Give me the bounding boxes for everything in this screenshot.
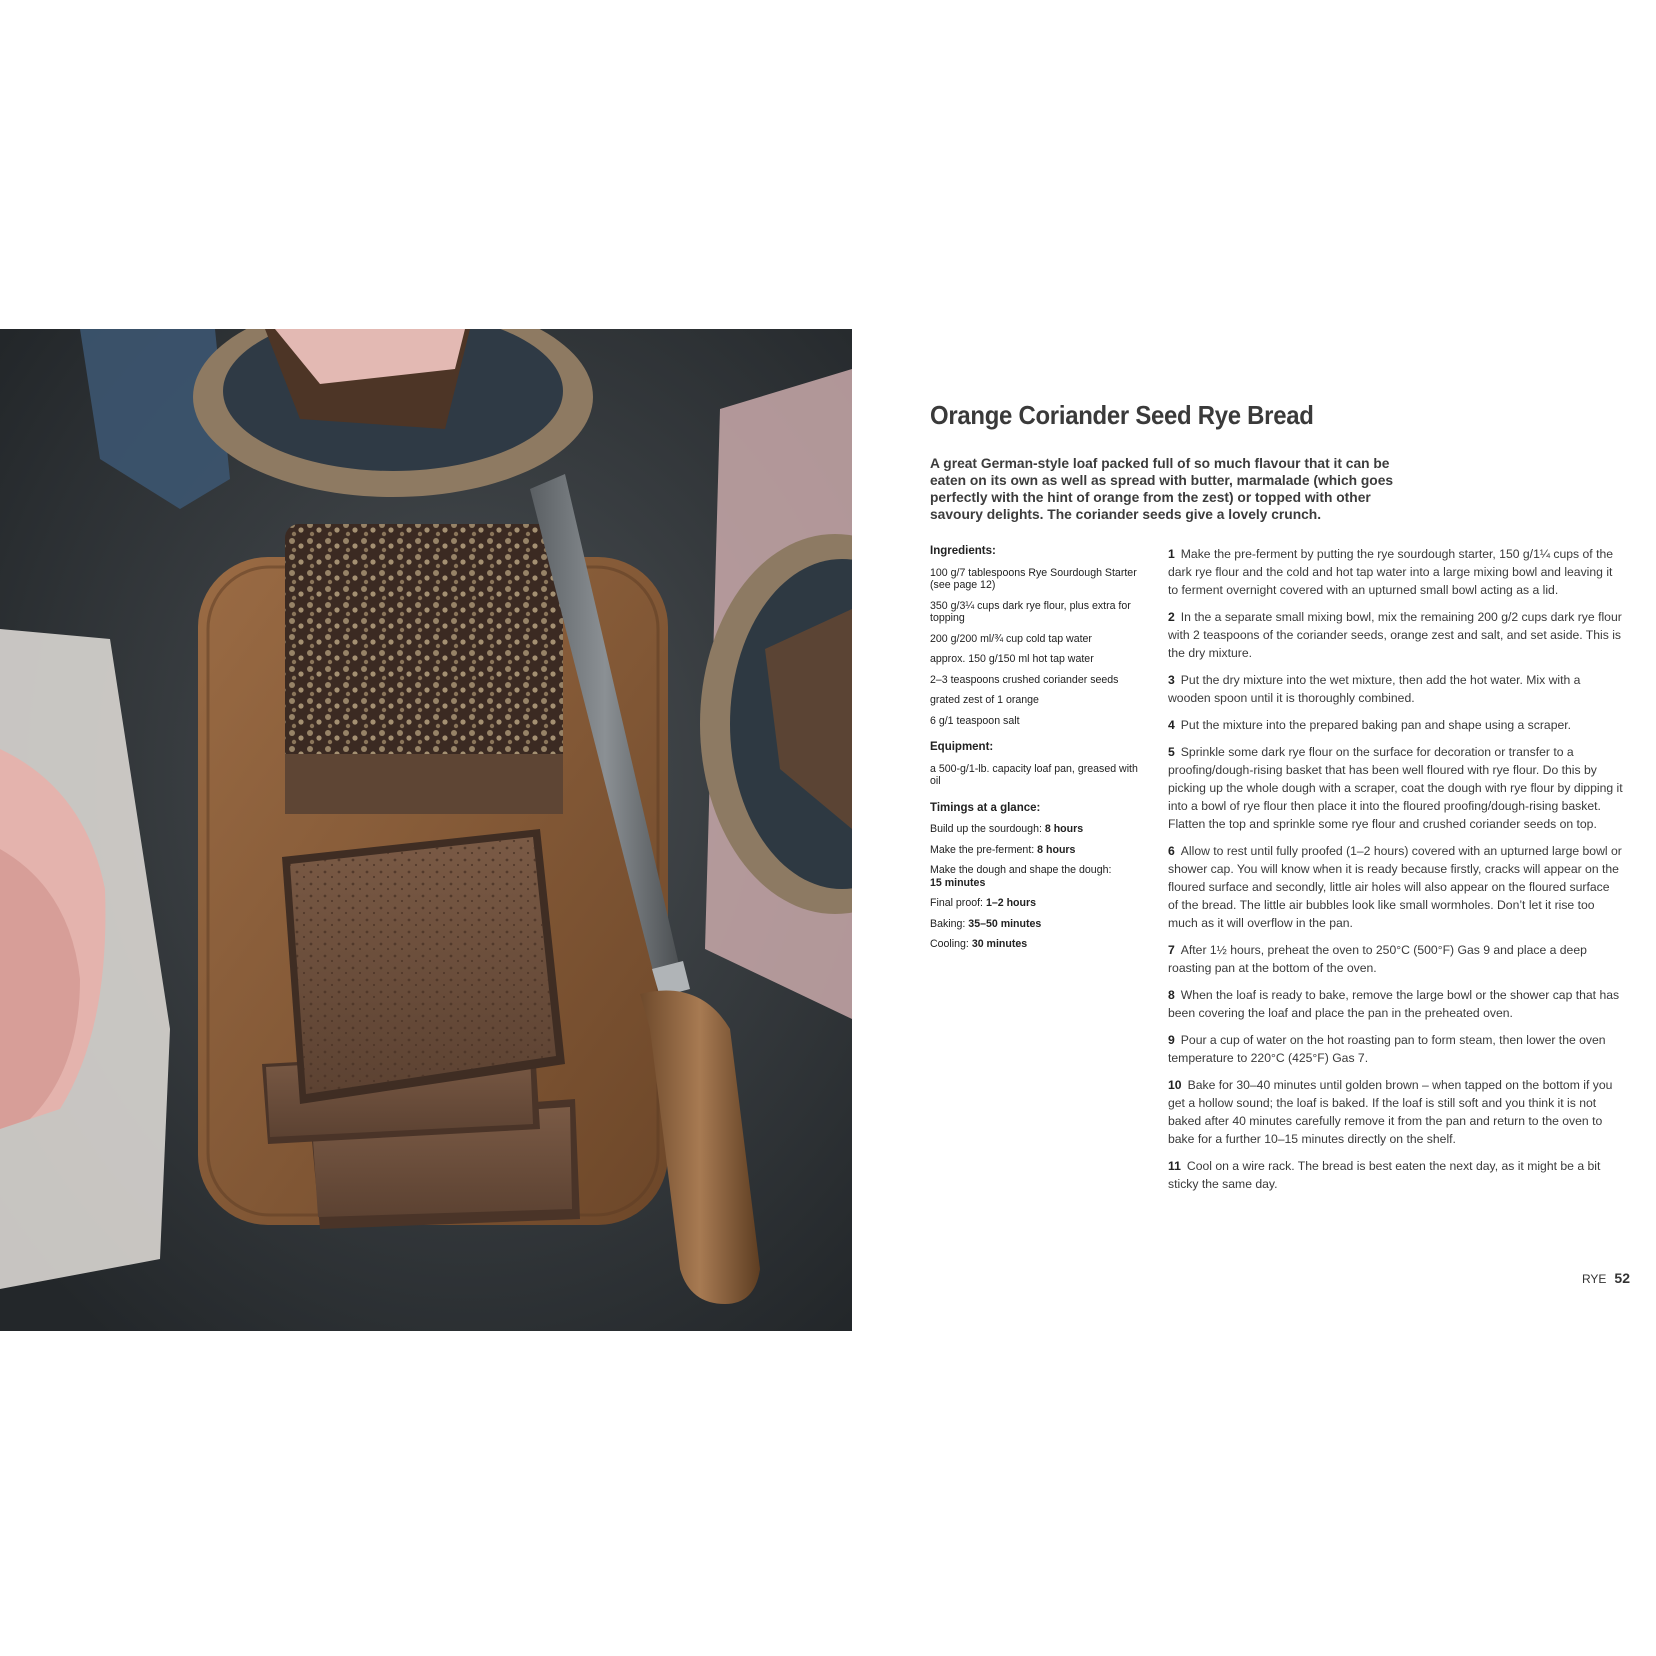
- step-number: 9: [1168, 1033, 1175, 1047]
- timing-item: [930, 864, 1145, 889]
- ingredient-item: 100 g/7 tablespoons Rye Sourdough Starter (see page 12): [930, 566, 1137, 591]
- step-text: Put the mixture into the prepared baking pan and shape using a scraper.: [1180, 718, 1572, 732]
- step-text: In the a separate small mixing bowl, mix the remaining 200 g/2 cups dark rye flour with 2 teaspoons of the coriander seeds, orange zest and salt, and set aside. This is the dry mixture.: [1168, 610, 1622, 660]
- ingredient-item: 200 g/200 ml/¾ cup cold tap water: [930, 632, 1092, 645]
- timing-item: [930, 823, 1145, 836]
- step-number: 10: [1168, 1078, 1182, 1092]
- equipment-heading: Equipment:: [930, 741, 994, 753]
- ingredient-item: 6 g/1 teaspoon salt: [930, 714, 1020, 727]
- timing-label: Make the dough and shape the dough:: [930, 864, 1112, 876]
- method-step: [1168, 743, 1623, 833]
- step-text: Allow to rest until fully proofed (1–2 hours) covered with an upturned large bowl or shower cap. You will know when it is ready because firstly, cracks will appear on the floured surface and secondly, little air holes will also appear on the floured surface of the bread. The little air bubbles look like small wormholes. Don’t let it rise too much as it will overflow in the pan.: [1168, 844, 1622, 930]
- timing-value: 1–2 hours: [985, 897, 1036, 909]
- timings-list: [930, 823, 1145, 951]
- timing-item: [930, 844, 1145, 857]
- ingredients-column: [930, 545, 1145, 959]
- step-number: 8: [1168, 988, 1175, 1002]
- timing-item: [930, 938, 1145, 951]
- method-step: [1168, 941, 1623, 977]
- timing-value: 30 minutes: [971, 938, 1028, 950]
- page-number: 52: [1614, 1270, 1630, 1286]
- ingredient-item: 2–3 teaspoons crushed coriander seeds: [930, 673, 1119, 686]
- timing-label: Cooling:: [930, 938, 969, 950]
- step-number: 4: [1168, 718, 1175, 732]
- method-step: [1168, 545, 1623, 599]
- timing-value: 8 hours: [1037, 843, 1076, 856]
- timing-item: [930, 897, 1145, 910]
- step-text: When the loaf is ready to bake, remove the large bowl or the shower cap that has been covering the loaf and place the pan in the preheated oven.: [1168, 988, 1620, 1020]
- step-number: 6: [1168, 844, 1175, 858]
- method-step: [1168, 1076, 1623, 1148]
- step-number: 5: [1168, 745, 1175, 759]
- step-text: Make the pre-ferment by putting the rye sourdough starter, 150 g/1¼ cups of the dark rye flour and the cold and hot tap water into a large mixing bowl and leaving it to ferment overnight covered with an upturned small bowl acting as a lid.: [1168, 547, 1614, 597]
- food-photo: [0, 329, 852, 1331]
- timing-label: Baking:: [930, 917, 966, 930]
- method-step: [1168, 608, 1623, 662]
- step-text: Bake for 30–40 minutes until golden brown – when tapped on the bottom if you get a hollow sound; the loaf is baked. If the loaf is still soft and you think it is not baked after 40 minutes carefully remove it from the pan and return to the oven to bake for a further 10–15 minutes directly on the shelf.: [1168, 1078, 1613, 1146]
- ingredient-item: grated zest of 1 orange: [930, 694, 1039, 706]
- step-text: After 1½ hours, preheat the oven to 250°C (500°F) Gas 9 and place a deep roasting pan at the bottom of the oven.: [1168, 943, 1587, 975]
- timing-label: Final proof:: [930, 897, 983, 909]
- rye-bread-photo-illustration: [0, 329, 852, 1331]
- ingredients-list: [930, 567, 1145, 728]
- timing-label: Build up the sourdough:: [930, 823, 1042, 835]
- method-step: [1168, 1157, 1623, 1193]
- step-number: 3: [1168, 673, 1175, 687]
- step-text: Sprinkle some dark rye flour on the surface for decoration or transfer to a proofing/dough-rising basket that has been well floured with rye flour. Do this by picking up the whole dough with a scraper, coat the dough with rye flour by dipping it into a bowl of rye flour then place it into the floured proofing/dough-rising basket. Flatten the top and sprinkle some rye flour and crushed coriander seeds on top.: [1168, 745, 1623, 831]
- method-step: [1168, 1031, 1623, 1067]
- method-step: [1168, 842, 1623, 932]
- method-step: [1168, 671, 1623, 707]
- step-text: Put the dry mixture into the wet mixture, then add the hot water. Mix with a wooden spoon until it is thoroughly combined.: [1168, 673, 1581, 705]
- page-folio: [1582, 1270, 1630, 1286]
- equipment-item: a 500-g/1-lb. capacity loaf pan, greased with oil: [930, 762, 1138, 787]
- step-number: 7: [1168, 943, 1175, 957]
- recipe-intro: A great German-style loaf packed full of so much flavour that it can be eaten on its own as well as spread with butter, marmalade (which goes perfectly with the hint of orange from the zest) or topped with other savoury delights. The coriander seeds give a lovely crunch.: [930, 456, 1394, 522]
- method-step: [1168, 986, 1623, 1022]
- step-number: 11: [1168, 1159, 1181, 1173]
- step-number: 1: [1168, 547, 1175, 561]
- method-step: [1168, 716, 1623, 734]
- step-number: 2: [1168, 610, 1175, 624]
- ingredients-heading: Ingredients:: [930, 545, 996, 557]
- ingredient-item: 350 g/3¼ cups dark rye flour, plus extra for topping: [930, 599, 1131, 624]
- step-text: Pour a cup of water on the hot roasting pan to form steam, then lower the oven temperature to 220°C (425°F) Gas 7.: [1168, 1033, 1606, 1065]
- step-text: Cool on a wire rack. The bread is best eaten the next day, as it might be a bit sticky the same day.: [1168, 1159, 1601, 1191]
- timings-heading: Timings at a glance:: [930, 801, 1041, 814]
- ingredient-item: approx. 150 g/150 ml hot tap water: [930, 653, 1094, 665]
- timing-value: 35–50 minutes: [968, 917, 1042, 930]
- timing-value: 8 hours: [1044, 823, 1084, 835]
- timing-value: 15 minutes: [930, 876, 986, 889]
- recipe-page: [930, 0, 1630, 1656]
- timing-label: Make the pre-ferment:: [930, 843, 1035, 856]
- timing-item: [930, 918, 1145, 931]
- method-column: [1168, 545, 1623, 1202]
- recipe-title: Orange Coriander Seed Rye Bread: [930, 400, 1314, 430]
- section-name: RYE: [1581, 1272, 1607, 1286]
